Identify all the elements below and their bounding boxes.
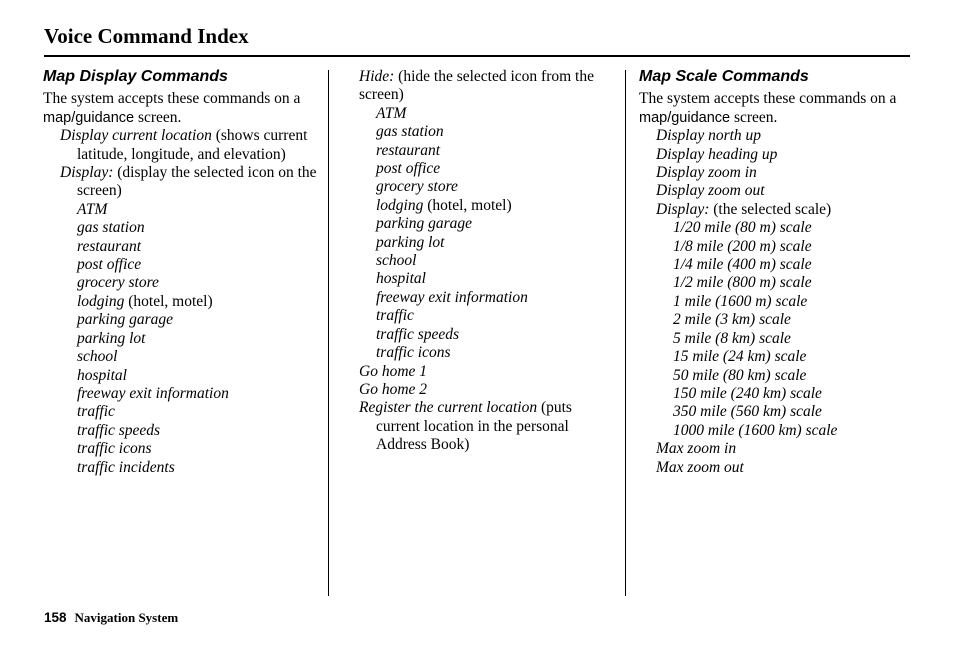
intro-text (639, 90, 909, 127)
option-item: gas station (376, 123, 444, 141)
page-title: Voice Command Index (44, 24, 249, 48)
command-item: Display heading up (656, 145, 778, 163)
command-name: Display: (60, 164, 114, 182)
column-divider-2 (625, 70, 626, 596)
intro-text-a: The system accepts these commands on a (639, 90, 897, 108)
scale-item: 1/8 mile (200 m) scale (673, 237, 812, 255)
option-item: parking lot (376, 233, 445, 251)
intro-text-b: screen. (134, 108, 182, 126)
option-item: parking garage (376, 215, 473, 233)
footer-label: Navigation System (74, 610, 179, 625)
option-item: traffic icons (376, 344, 451, 362)
command-name: Display: (656, 200, 710, 218)
option-item: restaurant (77, 237, 142, 255)
page-footer (44, 610, 178, 626)
hide-options (359, 105, 619, 363)
command-name: Hide: (359, 68, 395, 85)
option-name: lodging (376, 196, 424, 214)
option-item: post office (77, 256, 142, 274)
option-item: ATM (376, 104, 407, 122)
scale-item: 50 mile (80 km) scale (673, 366, 807, 384)
zoom-commands (639, 440, 909, 477)
command-desc: (hide the selected icon from the screen) (359, 68, 594, 104)
option-item: hospital (77, 366, 127, 384)
command-register-location (359, 399, 619, 454)
option-item: hospital (376, 270, 426, 288)
option-item-lodging (77, 293, 318, 311)
option-item: traffic speeds (77, 421, 161, 439)
command-hide (359, 68, 619, 105)
column-divider-1 (328, 70, 329, 596)
option-item: traffic (376, 307, 414, 325)
option-desc: (hotel, motel) (124, 292, 213, 310)
command-name: Display current location (60, 127, 212, 145)
scale-options (639, 219, 909, 440)
option-item: school (77, 348, 118, 366)
option-item: traffic incidents (77, 458, 175, 476)
scale-item: 150 mile (240 km) scale (673, 384, 822, 402)
option-item: parking garage (77, 311, 174, 329)
section-heading-map-scale: Map Scale Commands (639, 68, 809, 85)
option-item: traffic speeds (376, 325, 460, 343)
command-display-scale (656, 201, 909, 219)
command-max-zoom-in: Max zoom in (656, 440, 737, 458)
scale-item: 5 mile (8 km) scale (673, 329, 791, 347)
display-options (43, 201, 318, 477)
option-item: post office (376, 160, 441, 178)
scale-item: 2 mile (3 km) scale (673, 311, 791, 329)
command-display-current-location (43, 127, 318, 164)
option-item: grocery store (77, 274, 159, 292)
scale-command-list (639, 127, 909, 219)
column-map-scale (639, 66, 909, 477)
option-item: gas station (77, 219, 145, 237)
command-go-home-1: Go home 1 (359, 362, 428, 380)
option-item: grocery store (376, 178, 458, 196)
command-name: Register the current location (359, 399, 538, 417)
intro-map-guidance: map/guidance (43, 109, 135, 126)
column-map-display (43, 66, 318, 477)
page-number: 158 (44, 610, 67, 625)
section-heading-map-display: Map Display Commands (43, 68, 228, 85)
command-desc: (display the selected icon on the screen) (77, 164, 317, 200)
column-hide-commands (359, 68, 619, 455)
command-desc: (the selected scale) (709, 200, 832, 218)
intro-map-guidance: map/guidance (639, 109, 731, 126)
scale-item: 1/2 mile (800 m) scale (673, 274, 812, 292)
scale-item: 1/20 mile (80 m) scale (673, 219, 812, 237)
option-item: freeway exit information (376, 288, 528, 306)
option-item: restaurant (376, 141, 441, 159)
command-max-zoom-out: Max zoom out (656, 458, 744, 476)
command-go-home-2: Go home 2 (359, 380, 428, 398)
scale-item: 350 mile (560 km) scale (673, 403, 822, 421)
intro-text-a: The system accepts these commands on a (43, 90, 301, 108)
option-desc: (hotel, motel) (423, 196, 512, 214)
command-display (43, 164, 318, 201)
scale-item: 15 mile (24 km) scale (673, 348, 807, 366)
command-item: Display zoom in (656, 164, 757, 182)
option-item-lodging (376, 197, 619, 215)
option-name: lodging (77, 292, 125, 310)
option-item: ATM (77, 200, 108, 218)
command-item: Display zoom out (656, 182, 765, 200)
option-item: school (376, 252, 417, 270)
command-desc: (shows current latitude, longitude, and elevation) (77, 127, 308, 163)
intro-text-b: screen. (730, 108, 778, 126)
command-item: Display north up (656, 127, 762, 145)
intro-text (43, 90, 318, 127)
title-rule (44, 55, 910, 57)
option-item: traffic icons (77, 440, 152, 458)
option-item: parking lot (77, 329, 146, 347)
scale-item: 1 mile (1600 m) scale (673, 292, 808, 310)
scale-item: 1000 mile (1600 km) scale (673, 421, 838, 439)
option-item: traffic (77, 403, 115, 421)
command-desc: (puts current location in the personal Address Book) (376, 399, 572, 454)
scale-item: 1/4 mile (400 m) scale (673, 256, 812, 274)
home-commands (359, 363, 619, 400)
option-item: freeway exit information (77, 384, 229, 402)
